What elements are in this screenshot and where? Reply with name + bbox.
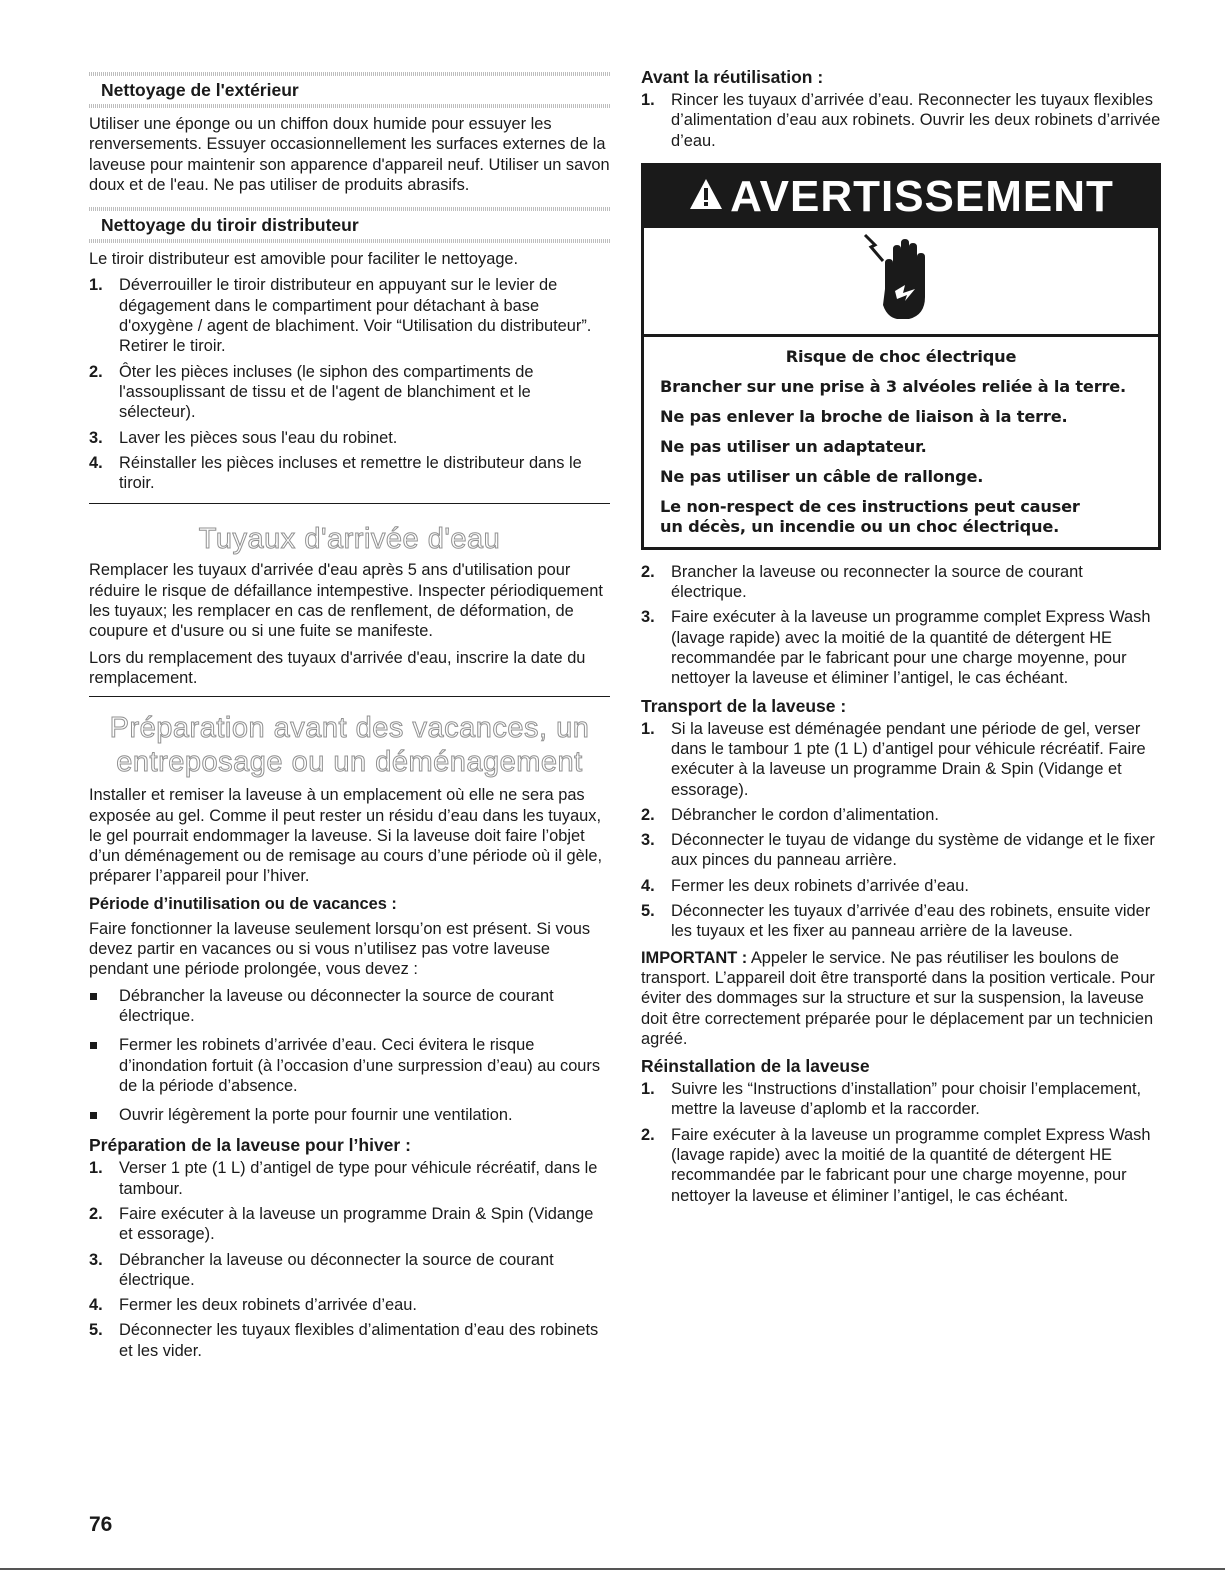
list-item: Fermer les robinets d’arrivée d’eau. Ceci évitera le risque d’inondation fortuit (à l’occasion d’une surpression d’eau) au cours de la période d’absence.: [89, 1035, 610, 1096]
drawer-cleaning-heading: Nettoyage du tiroir distributeur: [89, 201, 610, 243]
warning-line: Ne pas enlever la broche de liaison à la terre.: [660, 406, 1068, 426]
warning-triangle-icon: [688, 172, 724, 222]
warning-line: Brancher sur une prise à 3 alvéoles reliée à la terre.: [660, 376, 1127, 396]
list-item: 4. Fermer les deux robinets d’arrivée d’eau.: [641, 876, 969, 895]
list-item: 2. Faire exécuter à la laveuse un programme complet Express Wash (lavage rapide) avec la moitié de la quantité de détergent HE recommandée par le fabricant pour une charge moyenne, pour nettoyer la laveuse et éliminer l’antigel, le cas échéant.: [641, 1125, 1151, 1205]
transport-steps: [641, 719, 1161, 942]
list-item: 5. Déconnecter les tuyaux flexibles d’alimentation d’eau des robinets et les vider.: [89, 1321, 599, 1360]
right-column: [641, 66, 1161, 1212]
warning-line: Ne pas utiliser un adaptateur.: [660, 436, 927, 456]
transport-heading: Transport de la laveuse :: [641, 695, 847, 716]
drawer-intro: Le tiroir distributeur est amovible pour faciliter le nettoyage.: [89, 250, 519, 269]
drawer-steps: [89, 275, 610, 493]
section-divider: [89, 696, 610, 697]
important-note: [641, 948, 1161, 1049]
vacation-heading: Période d’inutilisation ou de vacances :: [89, 894, 397, 913]
hoses-section-title: Tuyaux d'arrivée d'eau: [198, 523, 501, 556]
left-column: [89, 66, 610, 1367]
warning-line: Ne pas utiliser un câble de rallonge.: [660, 466, 984, 486]
hoses-paragraph-1: Remplacer les tuyaux d'arrivée d'eau après 5 ans d'utilisation pour réduire le risque de défaillance intempestive. Inspecter périodiquement les tuyaux; les remplacer en cas de renflement, de déformation, de coupure et d'usure ou si une fuite se manifeste.: [89, 561, 603, 641]
warning-line: Risque de choc électrique: [785, 346, 1017, 366]
reinstall-steps: [641, 1079, 1161, 1206]
exterior-cleaning-text: Utiliser une éponge ou un chiffon doux humide pour essuyer les renversements. Essuyer occasionnellement les surfaces externes de la laveuse pour maintenir son apparence d'appareil neuf. Utiliser un savon doux et de l'eau. Ne pas utiliser de produits abrasifs.: [89, 115, 610, 194]
winter-prep-heading: Préparation de la laveuse pour l’hiver :: [89, 1135, 411, 1156]
warning-line: un décès, un incendie ou un choc électrique.: [660, 516, 1060, 536]
list-item: 1. Rincer les tuyaux d’arrivée d’eau. Reconnecter les tuyaux flexibles d’alimentation d’eau aux robinets. Ouvrir les deux robinets d’arrivée d’eau.: [641, 91, 1161, 150]
list-item: 2. Brancher la laveuse ou reconnecter la source de courant électrique.: [641, 562, 1083, 602]
warning-box: [641, 163, 1161, 550]
winter-steps: [89, 1158, 610, 1361]
list-item: 2. Débrancher le cordon d’alimentation.: [641, 805, 939, 824]
list-item: 1. Suivre les “Instructions d’installation” pour choisir l’emplacement, mettre la laveuse d’aplomb et la raccorder.: [641, 1080, 1142, 1119]
list-item: 1. Si la laveuse est déménagée pendant une période de gel, verser dans le tambour 1 pte (1 L) d’antigel pour véhicule récréatif. Faire exécuter à la laveuse un programme Drain & Spin (Vidange et essorage).: [641, 719, 1146, 799]
exterior-cleaning-heading: Nettoyage de l'extérieur: [89, 66, 610, 108]
vacation-paragraph: Faire fonctionner la laveuse seulement lorsqu’on est présent. Si vous devez partir en vacances ou si vous n’utilisez pas votre laveuse pendant une période prolongée, vous devez :: [89, 919, 591, 979]
page-number: 76: [89, 1513, 113, 1536]
warning-text: [644, 337, 1158, 547]
warning-line: Le non-respect de ces instructions peut causer: [660, 496, 1080, 516]
list-item: Ouvrir légèrement la porte pour fournir une ventilation.: [89, 1105, 610, 1125]
page-bottom-rule: [0, 1568, 1225, 1570]
prep-paragraph: Installer et remiser la laveuse à un emplacement où elle ne sera pas exposée au gel. Comme il peut rester un résidu d’eau dans les tuyaux, le gel pourrait endommager la laveuse. Si la laveuse doit faire l’objet d’un déménagement ou de remisage au cours d’une période où il gèle, préparer l’appareil pour l’hiver.: [89, 786, 603, 886]
list-item: 3. Débrancher la laveuse ou déconnecter la source de courant électrique.: [89, 1250, 554, 1289]
warning-title-bar: [644, 166, 1158, 228]
prep-section-title-line1: Préparation avant des vacances, un: [109, 712, 590, 745]
list-item: 3. Laver les pièces sous l'eau du robinet.: [89, 428, 398, 447]
list-item: 1. Déverrouiller le tiroir distributeur en appuyant sur le levier de dégagement dans le compartiment pour détachant à base d'oxygène / agent de blachiment. Voir “Utilisation du distributeur”. Retirer le tiroir.: [89, 276, 592, 356]
list-item: 4. Fermer les deux robinets d’arrivée d’eau.: [89, 1296, 417, 1315]
important-text: Appeler le service. Ne pas réutiliser les boulons de transport. L’appareil doit être transporté dans la position verticale. Pour éviter des dommages sur la structure et sur la suspension, la laveuse doit être correctement préparée pour le déplacement par un technicien agréé.: [641, 948, 1155, 1048]
hoses-paragraph-2: Lors du remplacement des tuyaux d'arrivée d'eau, inscrire la date du remplacement.: [89, 648, 586, 687]
reinstall-heading: Réinstallation de la laveuse: [641, 1056, 870, 1077]
electric-shock-hand-icon: [861, 231, 941, 330]
list-item: 2. Faire exécuter à la laveuse un programme Drain & Spin (Vidange et essorage).: [89, 1204, 594, 1244]
section-divider: [89, 503, 610, 504]
list-item: 3. Faire exécuter à la laveuse un programme complet Express Wash (lavage rapide) avec la moitié de la quantité de détergent HE recommandée par le fabricant pour une charge moyenne, pour nettoyer la laveuse et éliminer l’antigel, le cas échéant.: [641, 608, 1151, 688]
reuse-steps-rest: [641, 562, 1161, 689]
list-item: 4. Réinstaller les pièces incluses et remettre le distributeur dans le tiroir.: [89, 453, 582, 493]
prep-section-title-line2: entreposage ou un déménagement: [116, 746, 583, 779]
warning-title: AVERTISSEMENT: [730, 171, 1114, 221]
list-item: Débrancher la laveuse ou déconnecter la source de courant électrique.: [89, 986, 610, 1027]
important-label: IMPORTANT :: [641, 948, 748, 967]
list-item: 3. Déconnecter le tuyau de vidange du système de vidange et le fixer aux pinces du panneau arrière.: [641, 831, 1155, 870]
list-item: 1. Verser 1 pte (1 L) d’antigel de type pour véhicule récréatif, dans le tambour.: [89, 1159, 598, 1198]
vacation-bullets: [89, 986, 610, 1126]
list-item: 5. Déconnecter les tuyaux d’arrivée d’eau des robinets, ensuite vider les tuyaux et les fixer au panneau arrière de la laveuse.: [641, 902, 1151, 941]
reuse-heading: Avant la réutilisation :: [641, 67, 824, 87]
reuse-steps-first: [641, 90, 1161, 151]
warning-icon-area: [644, 228, 1158, 337]
list-item: 2. Ôter les pièces incluses (le siphon des compartiments de l'assouplissant de tissu et de l'agent de blanchiment et le sélecteur).: [89, 362, 534, 422]
